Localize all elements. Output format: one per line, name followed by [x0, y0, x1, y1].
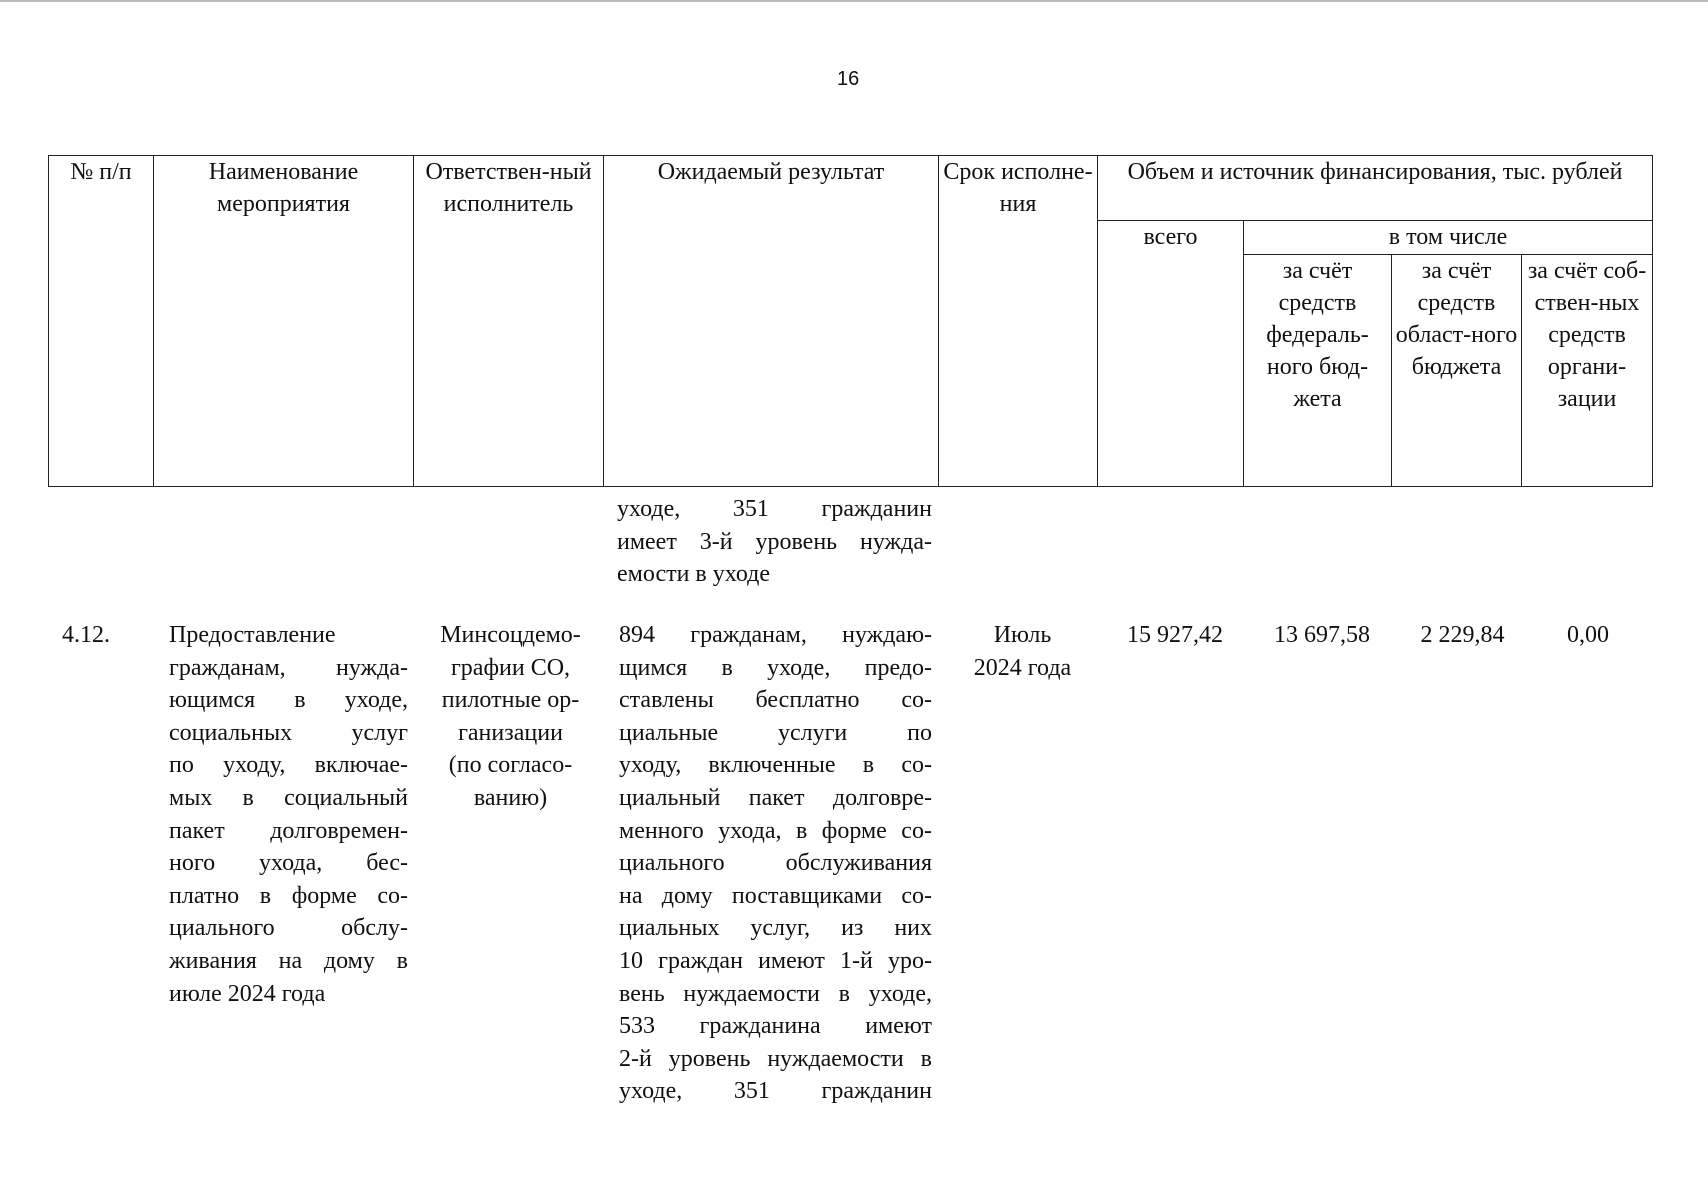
header-deadline: Срок исполне-ния	[939, 156, 1098, 487]
cont-line: уходе, 351 гражданин	[617, 496, 932, 522]
row-name-line: июле 2024 года	[169, 980, 326, 1007]
header-result: Ожидаемый результат	[604, 156, 939, 487]
row-result-line: 894 гражданам, нуждаю-	[619, 622, 932, 648]
row-deadline-line: Июль	[993, 622, 1052, 648]
row-name	[169, 619, 408, 1010]
row-result-line: уходе, 351 гражданин	[619, 1078, 932, 1105]
row-result	[619, 619, 932, 1108]
row-resp-line: (по согласо-	[448, 752, 573, 779]
row-name-line: Предоставление	[169, 622, 336, 648]
page-number: 16	[837, 68, 860, 90]
row-name-line: по уходу, включае-	[169, 752, 408, 779]
row-result-line: ставлены бесплатно со-	[619, 687, 932, 714]
row-result-line: циальных услуг, из них	[619, 915, 932, 942]
row-name-line: платно в форме со-	[169, 882, 408, 909]
row-name-line: ющимся в уходе,	[169, 687, 408, 714]
row-name-line: пакет долговремен-	[169, 817, 408, 844]
header-responsible: Ответствен-ный исполнитель	[414, 156, 604, 487]
row-result-line: циального обслуживания	[619, 850, 932, 877]
row-result-line: циальный пакет долговре-	[619, 784, 932, 811]
row-result-line: на дому поставщиками со-	[619, 882, 932, 909]
row-result-line: 10 граждан имеют 1-й уро-	[619, 947, 932, 974]
row-name-line: живания на дому в	[169, 947, 408, 974]
row-result-line: уходу, включенные в со-	[619, 752, 932, 779]
row-number: 4.12.	[62, 622, 110, 648]
row-result-line: менного ухода, в форме со-	[619, 817, 932, 844]
row-name-line: мых в социальный	[169, 784, 408, 811]
header-own: за счёт соб-ствен-ных средств органи-зации	[1522, 255, 1653, 487]
row-result-line: вень нуждаемости в уходе,	[619, 980, 932, 1007]
row-total: 15 927,42	[1127, 622, 1223, 648]
header-total: всего	[1098, 221, 1244, 487]
cont-line: емости в уходе	[617, 561, 771, 588]
continuation-text	[617, 493, 932, 591]
header-name: Наименование мероприятия	[154, 156, 414, 487]
table-header	[48, 155, 1653, 487]
row-resp-line: ванию)	[473, 784, 548, 811]
row-name-line: ного ухода, бес-	[169, 850, 408, 877]
row-own: 0,00	[1567, 622, 1609, 648]
row-result-line: 533 гражданина имеют	[619, 1013, 932, 1040]
row-resp-line: графии СО,	[450, 654, 571, 681]
row-responsible	[418, 619, 603, 815]
cont-line: имеет 3-й уровень нужда-	[617, 528, 932, 555]
row-name-line: социальных услуг	[169, 719, 408, 746]
header-number: № п/п	[49, 156, 154, 487]
row-resp-line: Минсоцдемо-	[440, 622, 581, 648]
row-regional: 2 229,84	[1420, 622, 1505, 648]
header-funding: Объем и источник финансирования, тыс. рублей	[1098, 156, 1653, 221]
row-result-line: циальные услуги по	[619, 719, 932, 746]
header-regional: за счёт средств област-ного бюджета	[1392, 255, 1522, 487]
row-name-line: гражданам, нужда-	[169, 654, 408, 681]
row-result-line: 2-й уровень нуждаемости в	[619, 1045, 932, 1072]
row-name-line: циального обслу-	[169, 915, 408, 942]
header-including: в том числе	[1244, 221, 1653, 255]
row-deadline-line: 2024 года	[973, 654, 1072, 681]
row-federal: 13 697,58	[1274, 622, 1370, 648]
row-resp-line: ганизации	[458, 719, 563, 746]
header-federal: за счёт средств федераль-ного бюд-жета	[1244, 255, 1392, 487]
row-result-line: щимся в уходе, предо-	[619, 654, 932, 681]
row-resp-line: пилотные ор-	[441, 687, 580, 714]
row-deadline	[950, 619, 1095, 684]
scan-edge	[0, 0, 1708, 2]
